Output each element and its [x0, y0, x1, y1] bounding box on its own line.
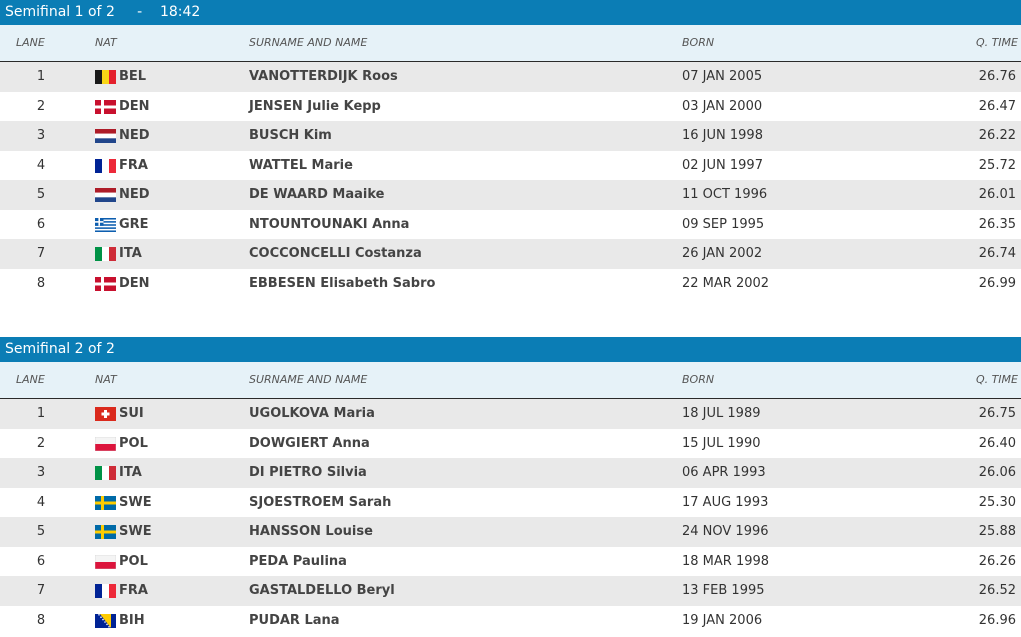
country-flag-icon — [95, 614, 116, 628]
semifinal-1-section — [0, 0, 1021, 298]
table-row — [0, 517, 1021, 547]
table-row — [0, 180, 1021, 210]
qualifying-time: 25.72 — [978, 157, 1016, 173]
lane-number: 4 — [36, 157, 46, 173]
semifinal-2-section — [0, 337, 1021, 635]
table-row — [0, 429, 1021, 459]
qualifying-time: 26.40 — [978, 435, 1016, 451]
athlete-name: JENSEN Julie Kepp — [249, 98, 381, 114]
lane-number: 7 — [36, 583, 46, 598]
table-row — [0, 239, 1021, 269]
table-row — [0, 151, 1021, 181]
country-flag-icon — [95, 218, 116, 232]
birth-date: 22 MAR 2002 — [682, 275, 770, 291]
table-row — [0, 62, 1021, 92]
birth-date: 11 OCT 1996 — [682, 187, 768, 202]
nation-code: SWE — [119, 524, 152, 539]
athlete-name: BUSCH Kim — [249, 128, 332, 143]
birth-date: 03 JAN 2000 — [682, 98, 763, 114]
athlete-name: PUDAR Lana — [249, 612, 340, 628]
birth-date: 16 JUN 1998 — [682, 128, 763, 143]
athlete-name: WATTEL Marie — [249, 157, 353, 173]
country-flag-icon — [95, 70, 116, 84]
lane-number: 7 — [36, 246, 46, 261]
nation-code: BEL — [119, 69, 147, 84]
lane-number: 8 — [36, 275, 46, 291]
lane-number: 1 — [36, 406, 46, 421]
country-flag-icon — [95, 129, 116, 143]
athlete-name: HANSSON Louise — [249, 524, 373, 539]
qualifying-time: 26.74 — [978, 246, 1016, 261]
athlete-name: NTOUNTOUNAKI Anna — [249, 216, 410, 232]
header-nat: NAT — [95, 373, 117, 386]
semifinal-title: Semifinal 1 of 2 - 18:42 — [0, 0, 1021, 25]
nation-code: FRA — [119, 157, 148, 173]
table-row — [0, 547, 1021, 577]
birth-date: 18 MAR 1998 — [682, 553, 770, 569]
athlete-name: SJOESTROEM Sarah — [249, 494, 392, 510]
nation-code: NED — [119, 187, 150, 202]
country-flag-icon — [95, 525, 116, 539]
lane-number: 5 — [36, 187, 46, 202]
header-time: Q. TIME — [975, 36, 1018, 49]
header-nat: NAT — [95, 36, 117, 49]
table-row — [0, 92, 1021, 122]
country-flag-icon — [95, 496, 116, 510]
birth-date: 06 APR 1993 — [682, 465, 766, 480]
nation-code: ITA — [119, 246, 142, 261]
birth-date: 19 JAN 2006 — [682, 612, 763, 628]
qualifying-time: 25.88 — [978, 524, 1016, 539]
qualifying-time: 25.30 — [978, 494, 1016, 510]
country-flag-icon — [95, 555, 116, 569]
nation-code: ITA — [119, 465, 142, 480]
birth-date: 02 JUN 1997 — [682, 157, 763, 173]
birth-date: 26 JAN 2002 — [682, 246, 763, 261]
table-row — [0, 121, 1021, 151]
lane-number: 8 — [36, 612, 46, 628]
table-row — [0, 576, 1021, 606]
table-row — [0, 269, 1021, 299]
country-flag-icon — [95, 277, 116, 291]
country-flag-icon — [95, 188, 116, 202]
athlete-name: DOWGIERT Anna — [249, 435, 370, 451]
qualifying-time: 26.47 — [978, 98, 1016, 114]
birth-date: 17 AUG 1993 — [682, 494, 769, 510]
table-row — [0, 488, 1021, 518]
nation-code: BIH — [119, 612, 145, 628]
lane-number: 6 — [36, 216, 46, 232]
table-row — [0, 210, 1021, 240]
nation-code: SWE — [119, 494, 152, 510]
qualifying-time: 26.35 — [978, 216, 1016, 232]
qualifying-time: 26.99 — [978, 275, 1016, 291]
lane-number: 5 — [36, 524, 46, 539]
country-flag-icon — [95, 100, 116, 114]
country-flag-icon — [95, 466, 116, 480]
country-flag-icon — [95, 407, 116, 421]
nation-code: DEN — [119, 275, 150, 291]
lane-number: 1 — [36, 69, 46, 84]
table-row — [0, 458, 1021, 488]
table-body — [0, 62, 1021, 298]
lane-number: 6 — [36, 553, 46, 569]
qualifying-time: 26.96 — [978, 612, 1016, 628]
athlete-name: UGOLKOVA Maria — [249, 406, 375, 421]
header-name: SURNAME AND NAME — [249, 373, 368, 386]
country-flag-icon — [95, 247, 116, 261]
birth-date: 13 FEB 1995 — [682, 583, 765, 598]
birth-date: 18 JUL 1989 — [682, 406, 761, 421]
birth-date: 15 JUL 1990 — [682, 435, 761, 451]
qualifying-time: 26.22 — [978, 128, 1016, 143]
athlete-name: EBBESEN Elisabeth Sabro — [249, 275, 436, 291]
qualifying-time: 26.76 — [978, 69, 1016, 84]
athlete-name: COCCONCELLI Costanza — [249, 246, 422, 261]
nation-code: DEN — [119, 98, 150, 114]
lane-number: 4 — [36, 494, 46, 510]
qualifying-time: 26.06 — [978, 465, 1016, 480]
lane-number: 3 — [36, 128, 46, 143]
athlete-name: DE WAARD Maaike — [249, 187, 385, 202]
header-name: SURNAME AND NAME — [249, 36, 368, 49]
country-flag-icon — [95, 159, 116, 173]
country-flag-icon — [95, 584, 116, 598]
athlete-name: GASTALDELLO Beryl — [249, 583, 395, 598]
qualifying-time: 26.52 — [978, 583, 1016, 598]
table-row — [0, 399, 1021, 429]
table-header — [0, 25, 1021, 62]
header-lane: LANE — [16, 36, 45, 49]
qualifying-time: 26.01 — [978, 187, 1016, 202]
lane-number: 2 — [36, 435, 46, 451]
table-row — [0, 606, 1021, 636]
header-born: BORN — [682, 373, 715, 386]
birth-date: 09 SEP 1995 — [682, 216, 765, 232]
qualifying-time: 26.75 — [978, 406, 1016, 421]
athlete-name: DI PIETRO Silvia — [249, 465, 367, 480]
country-flag-icon — [95, 437, 116, 451]
nation-code: POL — [119, 435, 148, 451]
table-body — [0, 399, 1021, 635]
nation-code: SUI — [119, 406, 144, 421]
table-header — [0, 362, 1021, 399]
nation-code: GRE — [119, 216, 149, 232]
athlete-name: VANOTTERDIJK Roos — [249, 69, 398, 84]
lane-number: 3 — [36, 465, 46, 480]
birth-date: 07 JAN 2005 — [682, 69, 763, 84]
semifinal-title: Semifinal 2 of 2 — [0, 337, 1021, 362]
athlete-name: PEDA Paulina — [249, 553, 347, 569]
lane-number: 2 — [36, 98, 46, 114]
qualifying-time: 26.26 — [978, 553, 1016, 569]
birth-date: 24 NOV 1996 — [682, 524, 769, 539]
nation-code: NED — [119, 128, 150, 143]
nation-code: POL — [119, 553, 148, 569]
header-lane: LANE — [16, 373, 45, 386]
nation-code: FRA — [119, 583, 148, 598]
header-time: Q. TIME — [975, 373, 1018, 386]
header-born: BORN — [682, 36, 715, 49]
